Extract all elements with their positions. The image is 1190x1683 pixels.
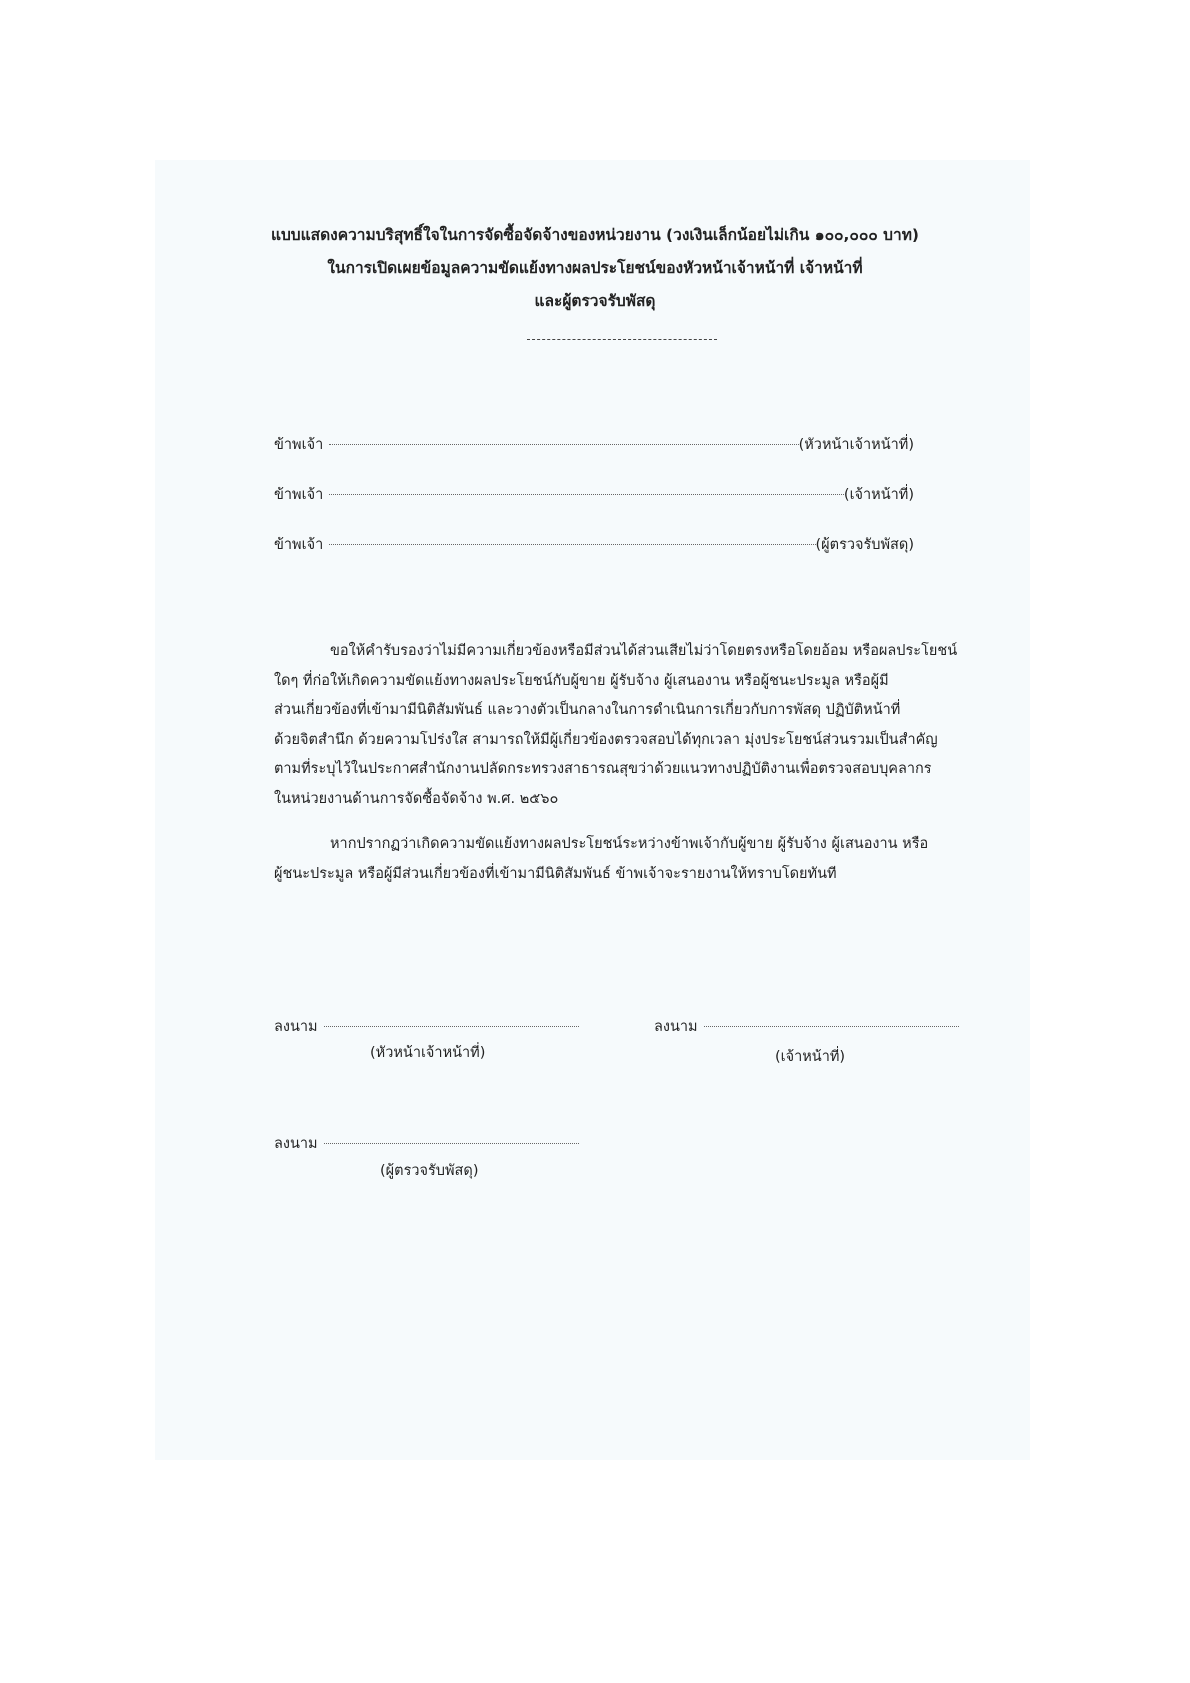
certification-paragraph bbox=[274, 637, 974, 814]
signature-role-head: (หัวหน้าเจ้าหน้าที่) bbox=[370, 1045, 486, 1061]
signature-field[interactable] bbox=[324, 1143, 579, 1144]
conflict-report-paragraph bbox=[274, 830, 974, 889]
declarant-label: ข้าพเจ้า bbox=[274, 437, 324, 453]
signature-line-inspector bbox=[274, 1132, 579, 1155]
paragraph-line: ในหน่วยงานด้านการจัดซื้อจัดจ้าง พ.ศ. ๒๕๖๐ bbox=[274, 790, 559, 807]
title-line-1: แบบแสดงความบริสุทธิ์ใจในการจัดซื้อจัดจ้างของหน่วยงาน (วงเงินเล็กน้อยไม่เกิน ๑๐๐,๐๐๐ บาท) bbox=[270, 226, 920, 244]
signature-label: ลงนาม bbox=[274, 1136, 318, 1152]
signature-role-inspector: (ผู้ตรวจรับพัสดุ) bbox=[380, 1163, 479, 1179]
name-fill-line[interactable] bbox=[329, 544, 815, 545]
declarant-row-inspector bbox=[274, 533, 914, 556]
paragraph-line: ด้วยจิตสำนึก ด้วยความโปร่งใส สามารถให้มีผู้เกี่ยวข้องตรวจสอบได้ทุกเวลา มุ่งประโยชน์ส่วนรวมเป็นสำคัญ bbox=[274, 731, 938, 748]
declarant-row-officer bbox=[274, 483, 914, 506]
paragraph-line: ขอให้คำรับรองว่าไม่มีความเกี่ยวข้องหรือมีส่วนได้ส่วนเสียไม่ว่าโดยตรงหรือโดยอ้อม หรือผลประโยชน์ bbox=[330, 643, 958, 659]
declarant-role: (เจ้าหน้าที่) bbox=[843, 487, 914, 503]
signature-role-officer: (เจ้าหน้าที่) bbox=[775, 1049, 846, 1065]
title-line-3: และผู้ตรวจรับพัสดุ bbox=[534, 292, 656, 310]
name-fill-line[interactable] bbox=[329, 444, 798, 445]
signature-line-head bbox=[274, 1015, 579, 1038]
declarant-role: (หัวหน้าเจ้าหน้าที่) bbox=[798, 437, 914, 453]
signature-field[interactable] bbox=[324, 1026, 579, 1027]
declarant-role: (ผู้ตรวจรับพัสดุ) bbox=[815, 537, 914, 553]
name-fill-line[interactable] bbox=[329, 494, 844, 495]
signature-field[interactable] bbox=[704, 1026, 959, 1027]
declarant-label: ข้าพเจ้า bbox=[274, 537, 324, 553]
paragraph-line: ใดๆ ที่ก่อให้เกิดความขัดแย้งทางผลประโยชน์กับผู้ขาย ผู้รับจ้าง ผู้เสนองาน หรือผู้ชนะประมูล หรือผู้มี bbox=[274, 672, 889, 689]
title-divider bbox=[527, 339, 717, 340]
declarant-label: ข้าพเจ้า bbox=[274, 487, 324, 503]
paragraph-line: ส่วนเกี่ยวข้องที่เข้ามามีนิติสัมพันธ์ และวางตัวเป็นกลางในการดำเนินการเกี่ยวกับการพัสดุ ปฏิบัติหน้าที่ bbox=[274, 702, 901, 718]
signature-label: ลงนาม bbox=[274, 1019, 318, 1035]
paragraph-line: ตามที่ระบุไว้ในประกาศสำนักงานปลัดกระทรวงสาธารณสุขว่าด้วยแนวทางปฏิบัติงานเพื่อตรวจสอบบุคลากร bbox=[274, 761, 932, 777]
title-line-2: ในการเปิดเผยข้อมูลความขัดแย้งทางผลประโยชน์ของหัวหน้าเจ้าหน้าที่ เจ้าหน้าที่ bbox=[327, 259, 863, 277]
declarant-row-head bbox=[274, 433, 914, 456]
paragraph-line: ผู้ชนะประมูล หรือผู้มีส่วนเกี่ยวข้องที่เข้ามามีนิติสัมพันธ์ ข้าพเจ้าจะรายงานให้ทราบโดยทันที bbox=[274, 865, 837, 882]
signature-line-officer bbox=[654, 1015, 959, 1038]
paragraph-line: หากปรากฏว่าเกิดความขัดแย้งทางผลประโยชน์ระหว่างข้าพเจ้ากับผู้ขาย ผู้รับจ้าง ผู้เสนองาน หรือ bbox=[330, 836, 929, 852]
signature-label: ลงนาม bbox=[654, 1019, 698, 1035]
